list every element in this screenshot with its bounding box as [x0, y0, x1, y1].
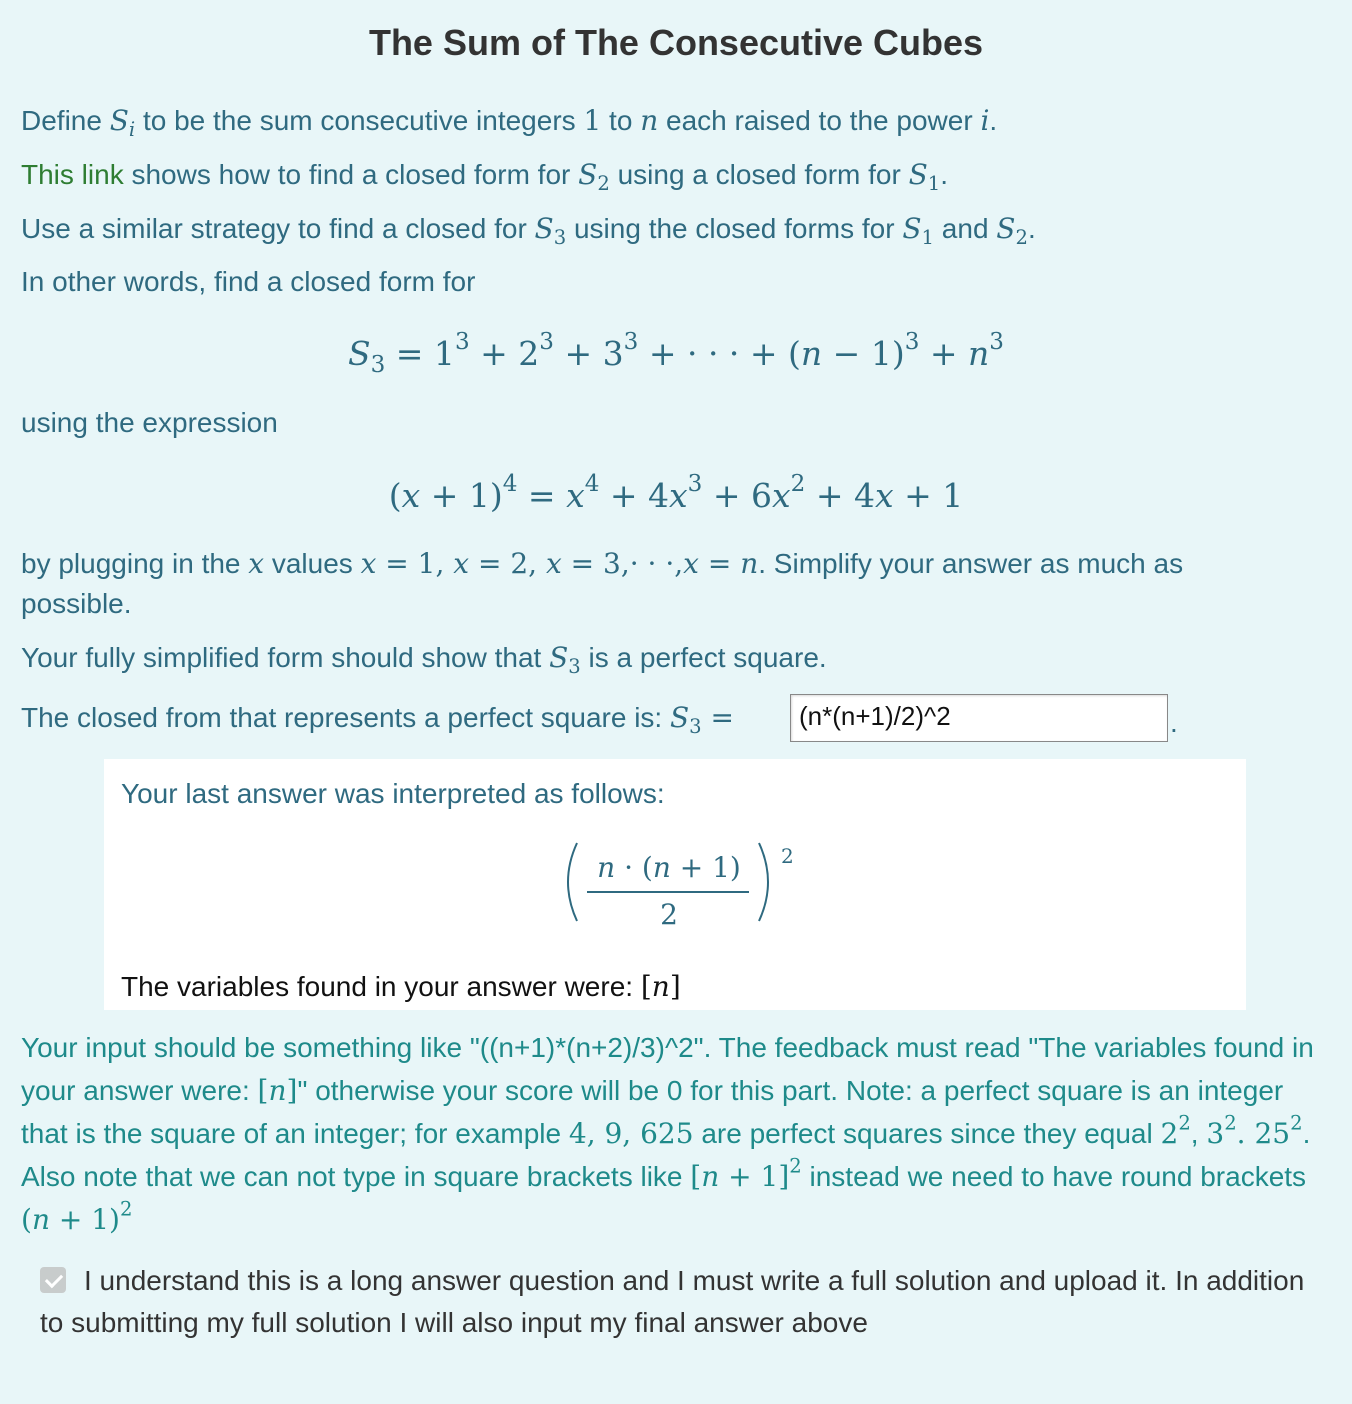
this-link[interactable]: This link — [21, 159, 124, 190]
sum-equation: $S_3 = 1^3 + 2^3 + 3^3$ + · · · + $(n - 1)^3 + n^3$ — [347, 328, 1004, 378]
confirm-label: I understand this is a long answer question and I must write a full solution and upload it. In addition to submitting my full solution I will also input my final answer above — [40, 1265, 1305, 1338]
hint-text: Your input should be something like "((n+1)*(n+2)/3)^2". The feedback must read "The variables found in your answer were: [n]" otherwise your score will be 0 for this part. Note: a perfect square is an integer that is the square of an integer; for example 4, 9, 625 are perfect squares since they equal $2^2$, $3^2$. $25^2$. Also note that we can not type in square brackets like $[n + 1]^2$ instead we need to have round brackets $(n + 1)^2$ — [21, 1032, 1314, 1236]
other-words-line: In other words, find a closed form for — [21, 266, 476, 297]
link-line: This link shows how to find a closed form for $S_2$ using a closed form for $S_1$. — [21, 158, 949, 195]
feedback-panel — [104, 759, 1246, 1010]
plugging-line: by plugging in the x values x = 1, x = 2, x = 3,· · ·,x = n. Simplify your answer as much as — [21, 547, 1184, 580]
expansion-equation: $(x + 1)^4 = x^4 + 4x^3 + 6x^2 + 4x + 1$ — [388, 470, 964, 515]
interpreted-expression — [559, 837, 799, 927]
answer-period: . — [1170, 707, 1178, 738]
svg-text:2: 2 — [660, 898, 678, 927]
strategy-line: Use a similar strategy to find a closed for $S_3$ using the closed forms for $S_1$ and $S_2$. — [21, 212, 1036, 249]
answer-input[interactable]: (n*(n+1)/2)^2 — [790, 694, 1168, 742]
perfect-square-line: Your fully simplified form should show that $S_3$ is a perfect square. — [21, 641, 827, 678]
confirm-row — [40, 1260, 1320, 1344]
page-title: The Sum of The Consecutive Cubes — [368, 22, 984, 63]
using-line: using the expression — [21, 407, 278, 438]
definition-line: Define $S_i$ to be the sum consecutive integers 1 to n each raised to the power i. — [21, 104, 998, 141]
plugging-line-cont: possible. — [21, 588, 132, 619]
feedback-variables: The variables found in your answer were: [n] — [121, 970, 681, 1003]
svg-text:n · (n + 1): n · (n + 1) — [597, 851, 741, 884]
answer-prompt: The closed from that represents a perfect square is: $S_3$ = — [21, 701, 735, 738]
feedback-heading: Your last answer was interpreted as follows: — [121, 778, 665, 809]
confirm-checkbox[interactable] — [40, 1267, 66, 1293]
svg-text:2: 2 — [781, 844, 794, 868]
